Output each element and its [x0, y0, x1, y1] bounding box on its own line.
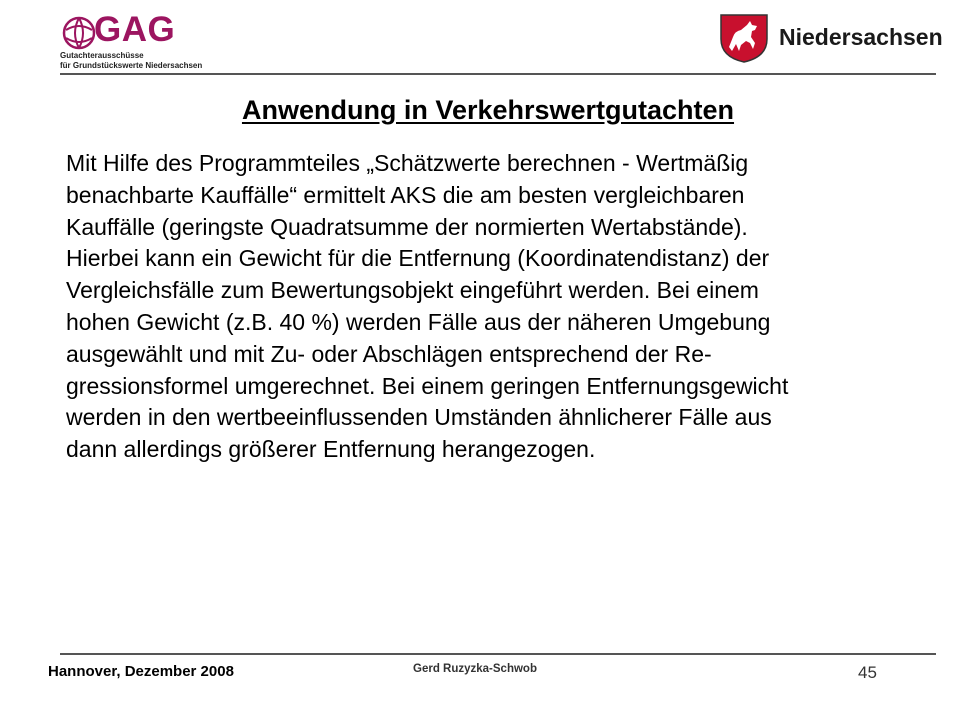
footer-author: Gerd Ruzyzka-Schwob	[413, 663, 537, 675]
footer-divider	[60, 653, 936, 655]
body-line: werden in den wertbeeinflussenden Umständen ähnlicherer Fälle aus	[66, 404, 772, 431]
body-line: dann allerdings größerer Entfernung herangezogen.	[66, 436, 596, 463]
slide-body	[66, 148, 926, 466]
page-number: 45	[858, 663, 877, 682]
body-line: Vergleichsfälle zum Bewertungsobjekt eingeführt werden. Bei einem	[66, 277, 759, 304]
niedersachsen-logo-text: Niedersachsen	[779, 24, 943, 50]
gag-logo-subtitle: Gutachterausschüsse für Grundstückswerte Niedersachsen	[60, 51, 203, 70]
body-line: Kauffälle (geringste Quadratsumme der normierten Wertabstände).	[66, 213, 748, 240]
body-line: Hierbei kann ein Gewicht für die Entfernung (Koordinatendistanz) der	[66, 245, 770, 272]
body-line: benachbarte Kauffälle“ ermittelt AKS die am besten vergleichbaren	[66, 181, 745, 208]
gag-globe-icon	[62, 16, 96, 50]
niedersachsen-horse-shield-icon	[719, 13, 769, 63]
body-line: gressionsformel umgerechnet. Bei einem geringen Entfernungsgewicht	[66, 372, 789, 399]
slide-title: Anwendung in Verkehrswertgutachten	[241, 95, 735, 125]
footer-location-date: Hannover, Dezember 2008	[48, 663, 234, 680]
body-line: Mit Hilfe des Programmteiles „Schätzwerte berechnen - Wertmäßig	[66, 150, 749, 176]
body-line: ausgewählt und mit Zu- oder Abschlägen entsprechend der Re-	[66, 340, 712, 367]
gag-logo	[60, 10, 220, 70]
niedersachsen-logo	[707, 9, 943, 65]
body-line: hohen Gewicht (z.B. 40 %) werden Fälle aus der näheren Umgebung	[66, 308, 771, 335]
header-divider	[60, 73, 936, 75]
gag-logo-text: GAG	[94, 10, 176, 49]
